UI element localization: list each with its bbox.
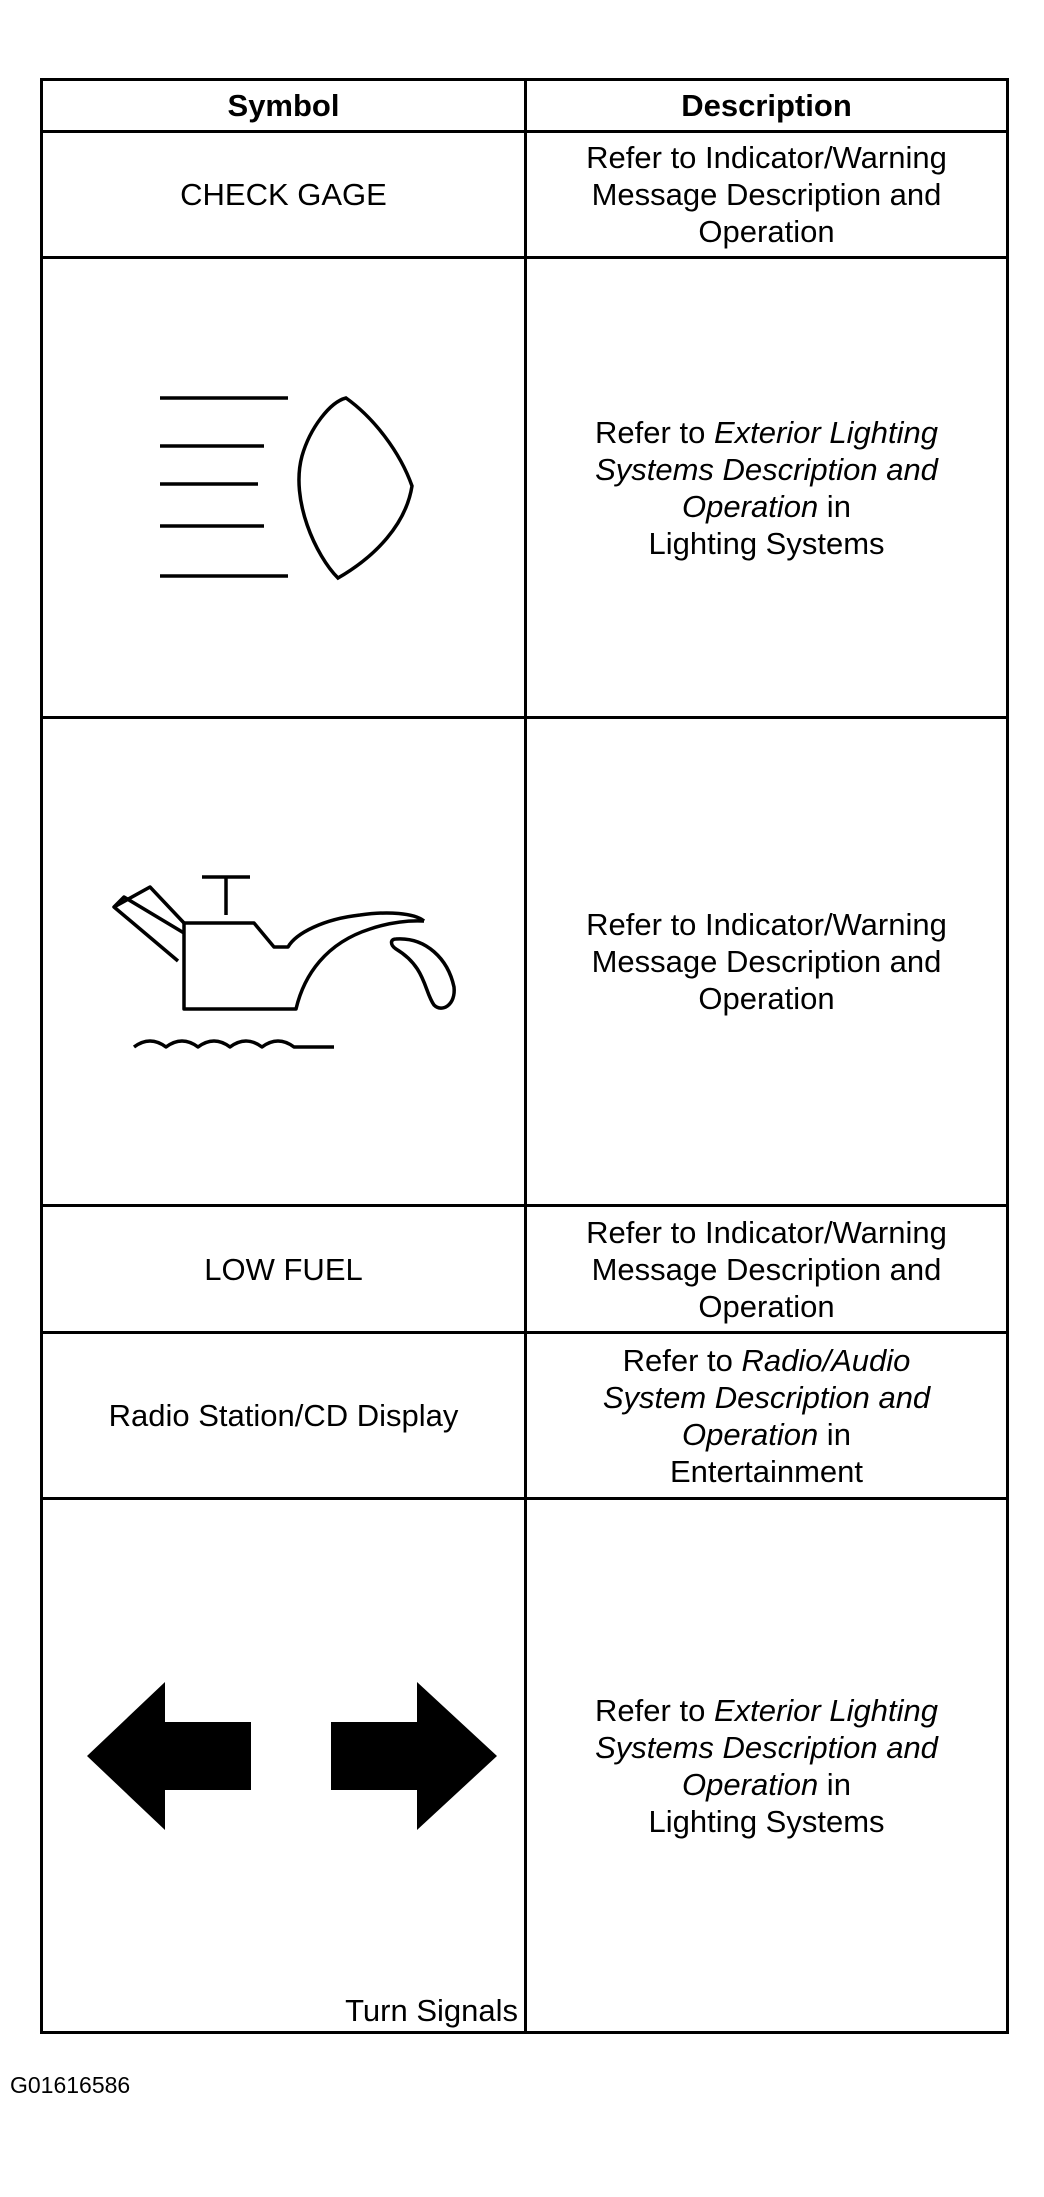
description-cell (526, 718, 1008, 1206)
description-cell (526, 1206, 1008, 1333)
description-cell (526, 258, 1008, 718)
symbol-text: CHECK GAGE (180, 177, 387, 212)
headlamp-icon (124, 378, 444, 598)
description-line: Operation (698, 981, 835, 1016)
symbol-caption: Turn Signals (345, 1993, 518, 2028)
table-row (42, 1206, 1008, 1333)
symbol-cell (42, 718, 526, 1206)
description-line (527, 1692, 1006, 1729)
description-line: Lighting Systems (648, 525, 885, 561)
description-italic-text: Radio/Audio (741, 1342, 911, 1378)
description-line: Lighting Systems (648, 1803, 885, 1839)
symbol-cell (42, 1499, 526, 2033)
description-line (527, 1342, 1006, 1379)
symbol-cell-content (43, 1500, 524, 2031)
table-row (42, 132, 1008, 258)
description-italic-text: Operation (682, 1416, 819, 1452)
symbol-cell (42, 258, 526, 718)
description-italic-text: Operation (682, 1766, 819, 1802)
table-row (42, 718, 1008, 1206)
description-line: Entertainment (670, 1453, 863, 1489)
description-line (527, 1766, 1006, 1803)
description-text: in (818, 488, 851, 524)
description-line: Systems Description and (595, 451, 938, 487)
description-line (527, 414, 1006, 451)
figure-code: G01616586 (10, 2072, 131, 2098)
header-row (42, 80, 1008, 132)
description-text: Refer to (595, 414, 714, 450)
description-line: Message Description and (591, 1251, 942, 1287)
symbol-cell (42, 1206, 526, 1333)
table-row (42, 1499, 1008, 2033)
description-line: Refer to Indicator/Warning (586, 907, 947, 942)
description-column-header: Description (526, 80, 1008, 132)
description-line: System Description and (602, 1379, 931, 1415)
description-line (527, 1416, 1006, 1453)
description-cell (526, 1333, 1008, 1499)
symbol-text: LOW FUEL (204, 1251, 363, 1287)
description-text: in (818, 1416, 851, 1452)
table-row (42, 258, 1008, 718)
description-text: Refer to (595, 1692, 714, 1728)
description-line: Message Description and (591, 177, 942, 212)
symbol-text: Radio Station/CD Display (108, 1398, 459, 1433)
description-line: Systems Description and (595, 1729, 938, 1765)
oil-can-icon (74, 867, 494, 1057)
description-line: Refer to Indicator/Warning (586, 140, 947, 175)
symbol-cell (42, 132, 526, 258)
description-line (527, 488, 1006, 525)
description-text: in (818, 1766, 851, 1802)
turn-signal-arrows-icon (83, 1682, 503, 1832)
description-text: Refer to (622, 1342, 742, 1378)
description-line: Message Description and (591, 944, 942, 979)
description-line: Refer to Indicator/Warning (586, 1214, 947, 1250)
symbol-cell (42, 1333, 526, 1499)
description-italic-text: Exterior Lighting (713, 414, 938, 450)
symbol-column-header: Symbol (42, 80, 526, 132)
description-cell (526, 132, 1008, 258)
description-line: Operation (698, 1288, 835, 1324)
description-line: Operation (698, 214, 835, 249)
description-italic-text: Operation (682, 488, 819, 524)
symbol-table (40, 78, 1009, 2034)
table-row (42, 1333, 1008, 1499)
description-cell (526, 1499, 1008, 2033)
description-italic-text: Exterior Lighting (713, 1692, 938, 1728)
